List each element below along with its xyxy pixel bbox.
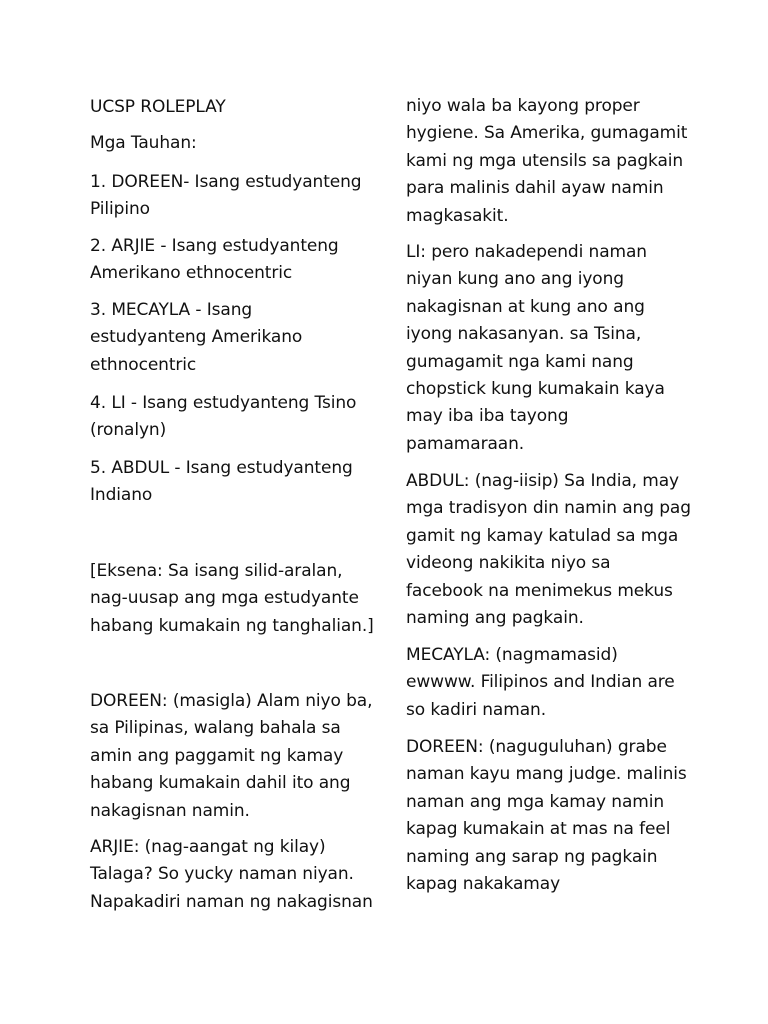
- character-li: 4. LI - Isang estudyanteng Tsino (ronalyn): [90, 393, 357, 441]
- document-title: UCSP ROLEPLAY: [90, 97, 226, 117]
- dialogue-mecayla: MECAYLA: (nagmamasid) ewwww. Filipinos and Indian are so kadiri naman.: [406, 645, 675, 720]
- character-doreen: 1. DOREEN- Isang estudyanteng Pilipino: [90, 172, 362, 220]
- scene-description: [Eksena: Sa isang silid-aralan, nag-uusap ang mga estudyante habang kumakain ng tanghalian.]: [90, 561, 374, 636]
- character-mecayla: 3. MECAYLA - Isang estudyanteng Amerikano ethnocentric: [90, 300, 303, 375]
- dialogue-doreen-2: DOREEN: (naguguluhan) grabe naman kayu mang judge. malinis naman ang mga kamay namin kapag kumakain at mas na feel naming ang sarap ng pagkain kapag nakakamay: [406, 737, 687, 895]
- dialogue-arjie-1-continued: niyo wala ba kayong proper hygiene. Sa Amerika, gumagamit kami ng mga utensils sa pagkain para malinis dahil ayaw namin magkasakit.: [406, 96, 688, 226]
- dialogue-li: LI: pero nakadependi naman niyan kung ano ang iyong nakagisnan at kung ano ang iyong nakasanyan. sa Tsina, gumagamit nga kami nang chopstick kung kumakain kaya may iba iba tayong pamamaraan.: [406, 242, 665, 454]
- dialogue-abdul: ABDUL: (nag-iisip) Sa India, may mga tradisyon din namin ang pag gamit ng kamay katulad sa mga videong nakikita niyo sa facebook na menimekus mekus naming ang pagkain.: [406, 471, 691, 629]
- character-arjie: 2. ARJIE - Isang estudyanteng Amerikano ethnocentric: [90, 236, 339, 284]
- character-abdul: 5. ABDUL - Isang estudyanteng Indiano: [90, 458, 353, 506]
- characters-heading: Mga Tauhan:: [90, 133, 197, 153]
- dialogue-arjie-1: ARJIE: (nag-aangat ng kilay) Talaga? So yucky naman niyan. Napakadiri naman ng nakagisnan: [90, 837, 373, 912]
- dialogue-doreen-1: DOREEN: (masigla) Alam niyo ba, sa Pilipinas, walang bahala sa amin ang paggamit ng kamay habang kumakain dahil ito ang nakagisnan namin.: [90, 691, 373, 821]
